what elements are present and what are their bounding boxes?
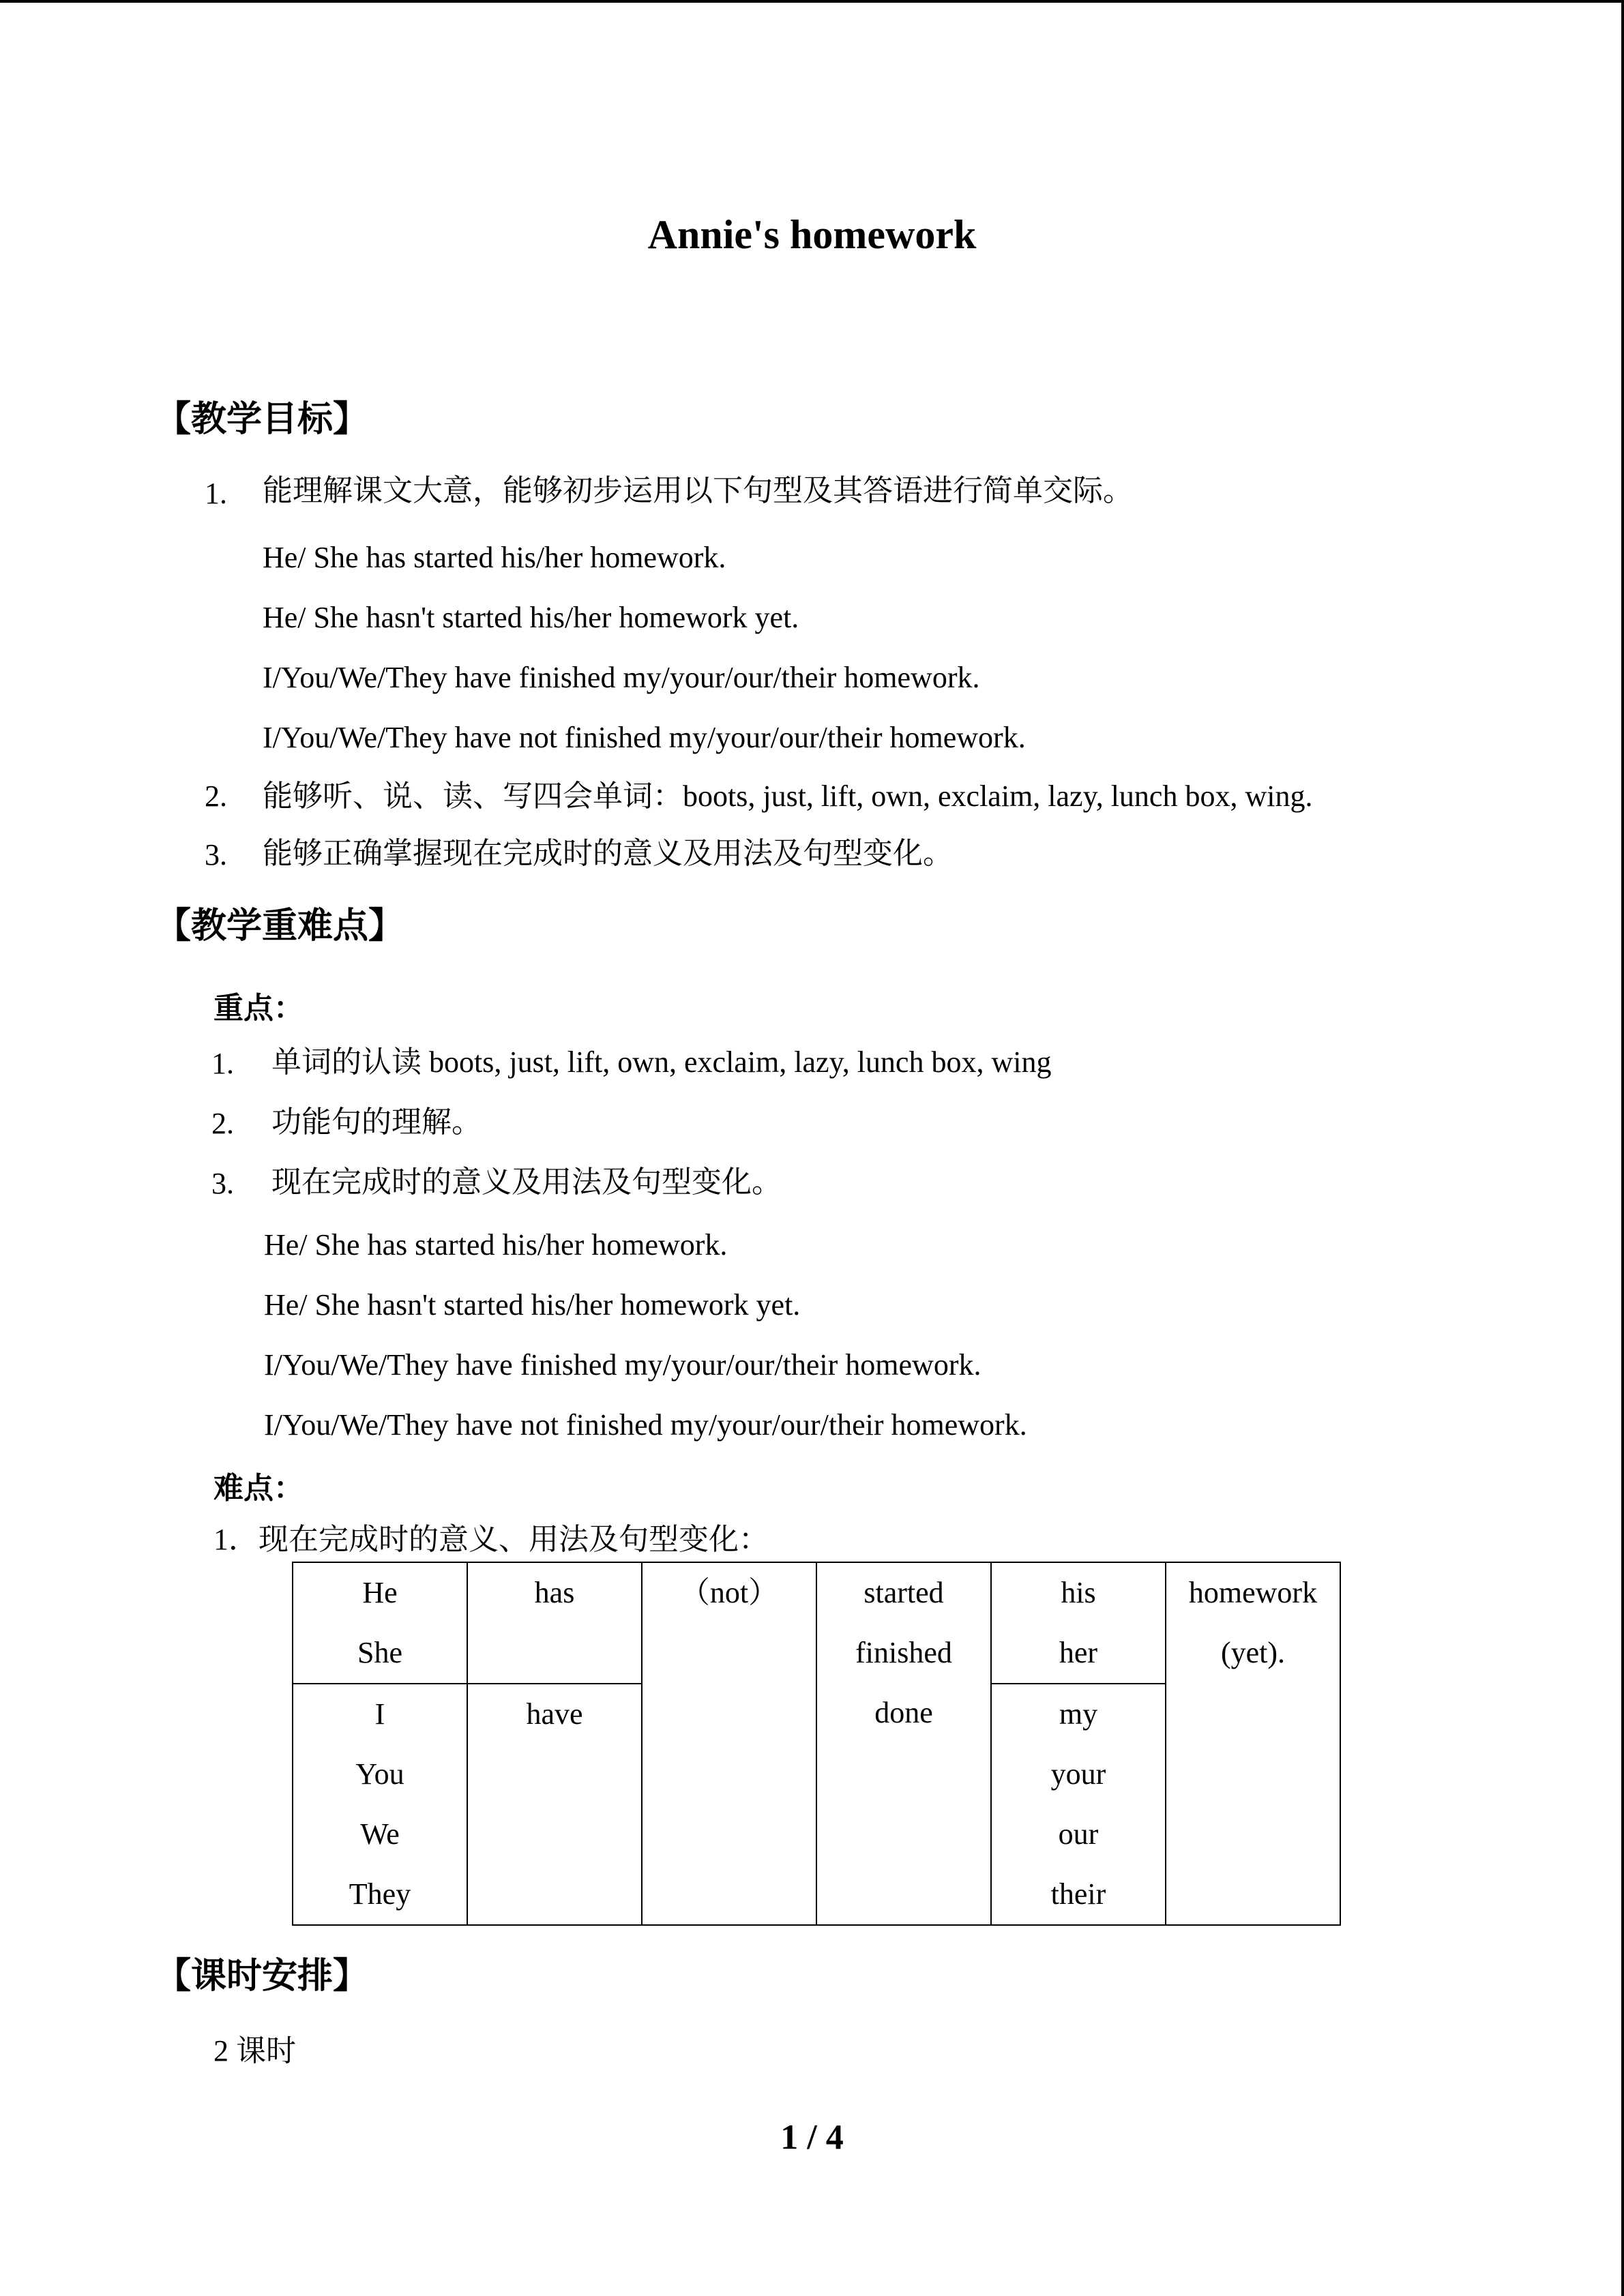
objective-item-2: 能够听、说、读、写四会单词：boots, just, lift, own, exclaim, lazy, lunch box, wing. [263, 779, 1313, 813]
table-cell-verbs: started finished done [816, 1562, 991, 1925]
table-cell-has: has [467, 1562, 642, 1684]
table-cell-homework: homework (yet). [1166, 1562, 1340, 1925]
table-cell-not: （not） [642, 1562, 816, 1925]
objective-sentence: He/ She hasn't started his/her homework yet. [263, 601, 799, 634]
list-number: 2. [211, 1107, 234, 1140]
table-cell-subject-singular: He She [293, 1562, 467, 1684]
difficulty-item: 1．现在完成时的意义、用法及句型变化： [213, 1523, 769, 1556]
focus-sentence: I/You/We/They have not finished my/your/our/their homework. [264, 1408, 1027, 1442]
page-border-right [1621, 0, 1624, 2296]
focus-sentence: I/You/We/They have finished my/your/our/their homework. [264, 1348, 981, 1382]
objective-sentence: He/ She has started his/her homework. [263, 541, 726, 574]
document-title: Annie's homework [647, 212, 977, 257]
focus-label: 重点： [213, 991, 304, 1026]
table-cell-possessive-plural: my your our their [991, 1684, 1166, 1925]
table-cell-possessive-singular: his her [991, 1562, 1166, 1684]
page-number: 1 / 4 [780, 2118, 844, 2157]
list-number: 1. [211, 1047, 234, 1080]
objective-sentence: I/You/We/They have finished my/your/our/their homework. [263, 661, 980, 694]
objective-item-3: 能够正确掌握现在完成时的意义及用法及句型变化。 [263, 837, 953, 870]
section-heading-schedule: 【课时安排】 [156, 1956, 369, 1997]
list-number: 3. [211, 1167, 234, 1200]
focus-item-2: 功能句的理解。 [271, 1105, 482, 1139]
list-number: 2. [205, 779, 227, 813]
focus-sentence: He/ She hasn't started his/her homework yet. [264, 1288, 801, 1322]
list-number: 3. [205, 838, 227, 871]
focus-sentence: He/ She has started his/her homework. [264, 1228, 728, 1262]
objective-item-1: 能理解课文大意，能够初步运用以下句型及其答语进行简单交际。 [263, 474, 1133, 507]
objective-sentence: I/You/We/They have not finished my/your/our/their homework. [263, 721, 1026, 754]
grammar-table [292, 1562, 1341, 1926]
table-cell-have: have [467, 1684, 642, 1925]
section-heading-objectives: 【教学目标】 [156, 399, 369, 440]
focus-item-3: 现在完成时的意义及用法及句型变化。 [271, 1165, 782, 1199]
list-number: 1. [205, 477, 227, 510]
page-border-top [0, 0, 1624, 3]
table-cell-subject-plural: I You We They [293, 1684, 467, 1925]
schedule-value: 2 课时 [213, 2034, 296, 2068]
focus-item-1: 单词的认读 boots, just, lift, own, exclaim, lazy, lunch box, wing [271, 1045, 1052, 1079]
section-heading-key-points: 【教学重难点】 [156, 906, 404, 946]
table-row [293, 1562, 1340, 1684]
difficulty-label: 难点： [213, 1471, 304, 1506]
